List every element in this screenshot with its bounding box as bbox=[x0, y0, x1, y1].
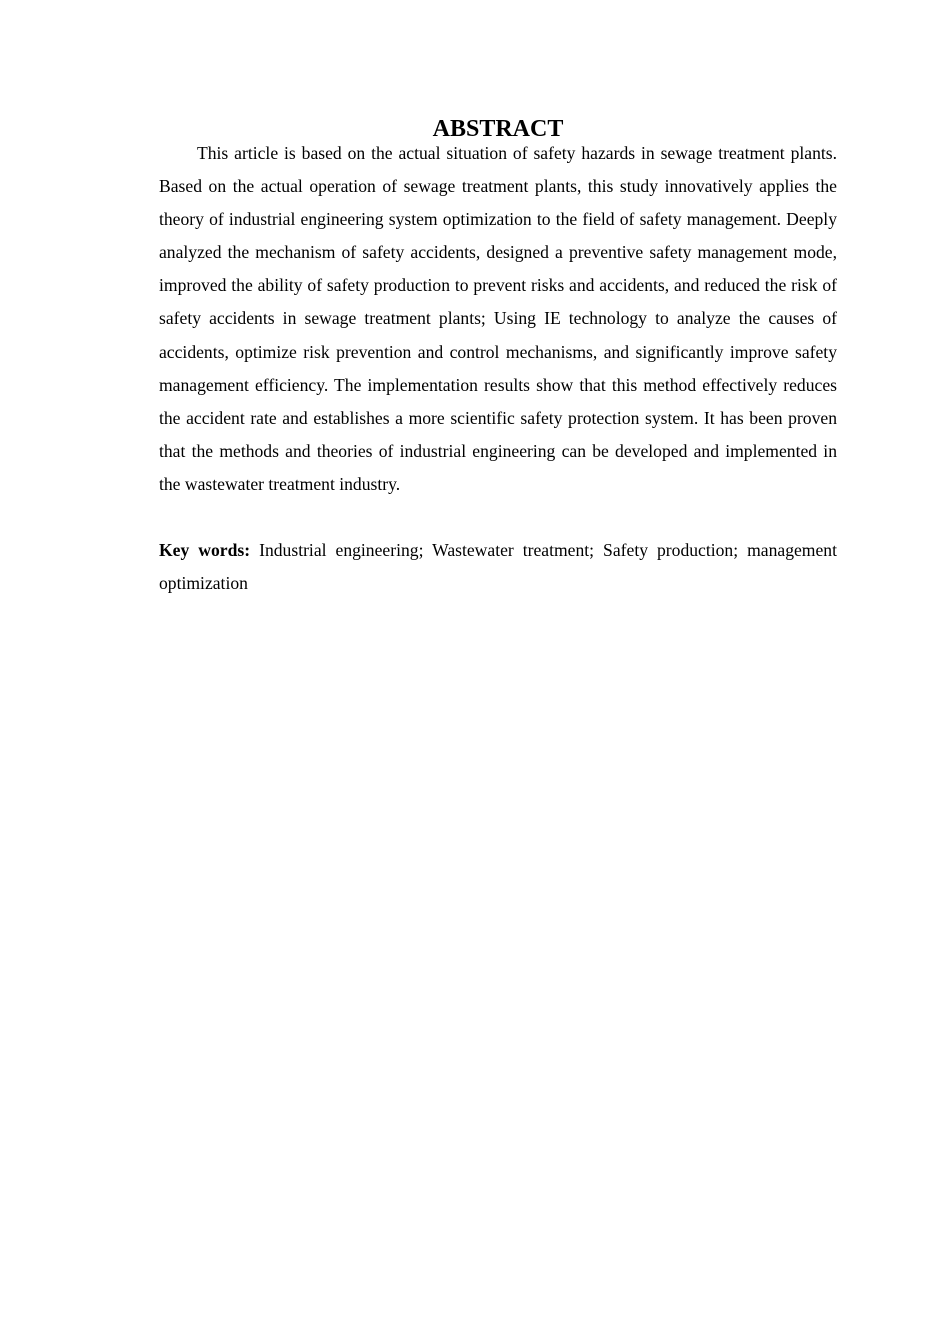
keywords-label: Key words: bbox=[159, 540, 251, 560]
abstract-heading: ABSTRACT bbox=[432, 116, 564, 142]
keywords-text: Industrial engineering; Wastewater treatment; Safety production; management optimization bbox=[159, 540, 837, 594]
keywords-line bbox=[159, 534, 837, 600]
abstract-paragraph: This article is based on the actual situation of safety hazards in sewage treatment plants. Based on the actual operation of sewage treatment plants, this study innovatively applies the theory of industrial engineering system optimization to the field of safety management. Deeply analyzed the mechanism of safety accidents, designed a preventive safety management mode, improved the ability of safety production to prevent risks and accidents, and reduced the risk of safety accidents in sewage treatment plants; Using IE technology to analyze the causes of accidents, optimize risk prevention and control mechanisms, and significantly improve safety management efficiency. The implementation results show that this method effectively reduces the accident rate and establishes a more scientific safety protection system. It has been proven that the methods and theories of industrial engineering can be developed and implemented in the wastewater treatment industry. bbox=[159, 143, 837, 494]
